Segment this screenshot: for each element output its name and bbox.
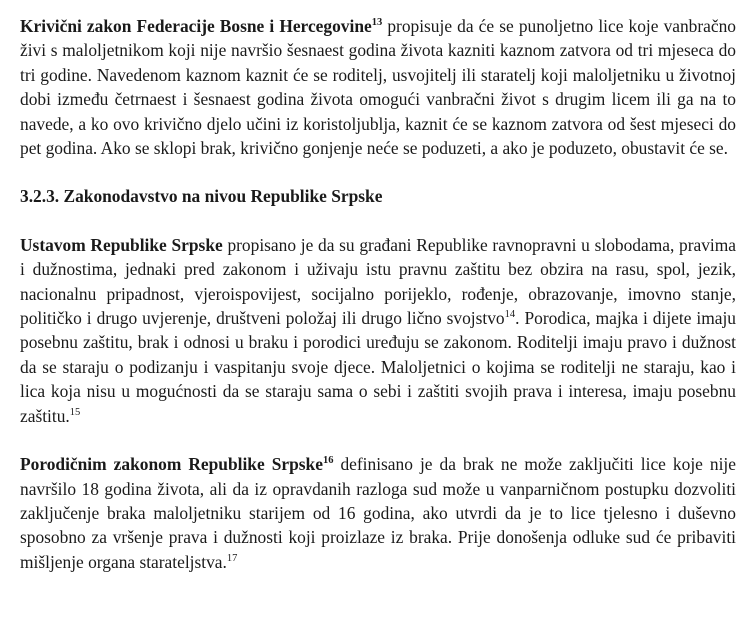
paragraph-body-text: propisano je da su građani Republike ravnopravni u slobodama, pravima i dužnostima, jednaki pred zakonom i uživaju istu pravnu zaštitu bez obzira na rasu, spol, jezik, nacionalnu pripadnost, vjeroispovijest, socijalno porijeklo, rođenje, obrazovanje, imovno stanje, političko i drugo uvjerenje, društveni položaj ili drugo lično svojstvo xyxy=(20,234,736,329)
paragraph-lead-bold: Ustavom Republike Srpske xyxy=(20,234,223,255)
footnote-reference[interactable]: 15 xyxy=(69,406,81,418)
footnote-reference[interactable]: 17 xyxy=(226,552,238,564)
paragraph-fbih-criminal-code xyxy=(20,14,736,160)
footnote-reference[interactable]: 16 xyxy=(322,455,334,467)
paragraph-rs-constitution xyxy=(20,233,736,428)
footnote-reference[interactable]: 14 xyxy=(504,309,516,321)
section-heading: 3.2.3. Zakonodavstvo na nivou Republike Srpske xyxy=(20,186,383,207)
paragraph-lead-bold: Krivični zakon Federacije Bosne i Hercegovine xyxy=(20,16,372,36)
paragraph-body-text: . Porodica, majka i dijete imaju posebnu zaštitu, brak i odnosi u braku i porodici uređuju se zakonom. Roditelji imaju pravo i dužnost da se staraju o podizanju i vaspitanju svoje djece. Maloljetnici o kojima se roditelji ne staraju, kao i lica koja nisu u mogućnosti da se staraju sama o sebi i zaštiti svojih prava i interesa, imaju posebnu zaštitu. xyxy=(20,308,737,426)
footnote-reference[interactable]: 13 xyxy=(371,17,383,29)
paragraph-body-text: definisano je da brak ne može zaključiti lice koje nije navršilo 18 godina života, ali da iz opravdanih razloga sud može u vanparničnom postupku dozvoliti zaključenje braka maloljetniku starijem od 16 godina, ako utvrdi da je to lice tjelesno i duševno sposobno za vršenje prava i dužnosti koji proizlaze iz braka. Prije donošenja odluke sud će pribaviti mišljenje organa starateljstva. xyxy=(20,454,736,572)
paragraph-lead-bold: Porodičnim zakonom Republike Srpske xyxy=(20,454,323,475)
paragraph-body-text: propisuje da će se punoljetno lice koje vanbračno živi s maloljetnikom koji nije navršio šesnaest godina života kazniti kaznom zatvora od tri mjeseca do tri godine. Navedenom kaznom kaznit će se roditelj, usvojitelj ili staratelj koji maloljetniku u životnoj dobi između četrnaest i šesnaest godina života omogući vanbračni život s drugim licem ili ga na to navede, a ko ovo krivično djelo učini iz koristoljublja, kaznit će se kaznom zatvora od šest mjeseci do pet godina. Ako se sklopi brak, krivično gonjenje neće se poduzeti, a ako je poduzeto, obustavit će se. xyxy=(20,16,736,159)
document-page xyxy=(20,14,736,574)
paragraph-rs-family-law xyxy=(20,452,736,574)
